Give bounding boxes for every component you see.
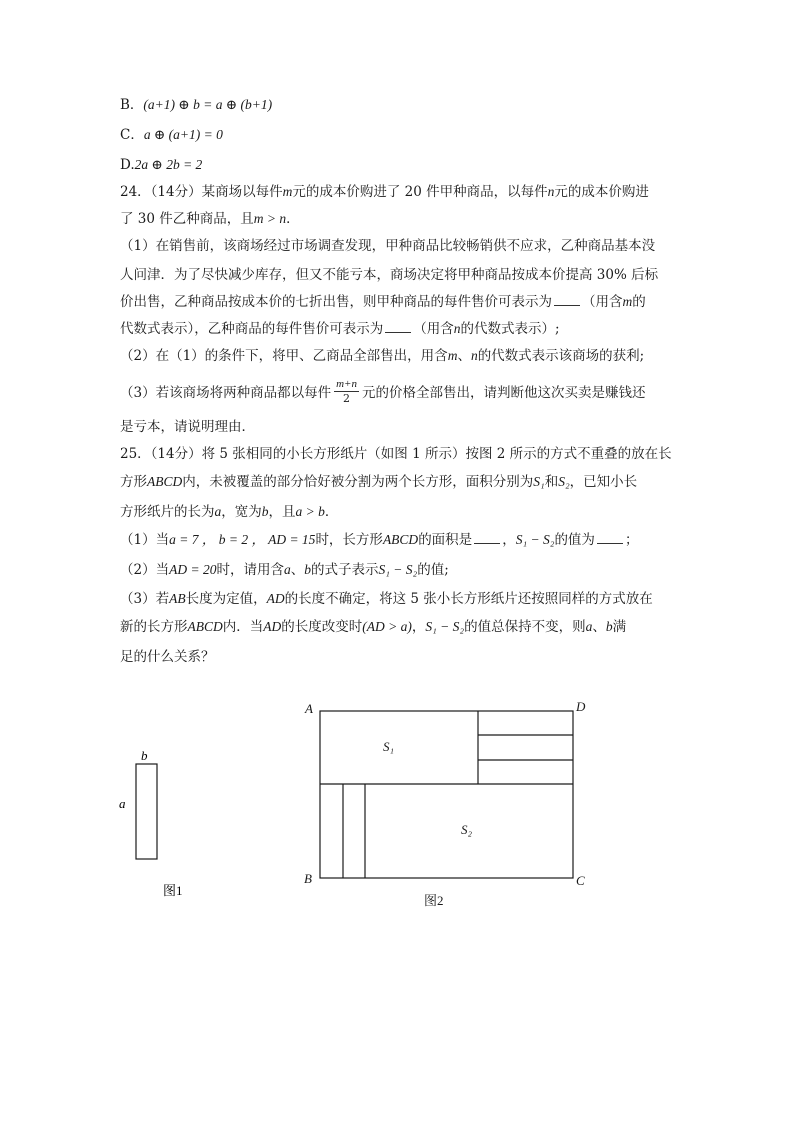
text: ； <box>624 532 639 548</box>
text: 时，长方形 <box>315 532 383 548</box>
text: 代数式表示），乙种商品的每件售价可表示为 <box>120 321 384 337</box>
var-b: b <box>304 562 311 577</box>
option-c-label: C． <box>120 127 144 143</box>
area-s2: S₂ <box>461 822 473 837</box>
rect-abcd: ABCD <box>187 619 223 634</box>
ad-value: AD = 20 <box>169 562 217 577</box>
text: 24．（14分）某商场以每件 <box>120 184 283 200</box>
var-m: m <box>447 348 458 363</box>
option-b-math: (a+1) ⊕ b = a ⊕ (b+1) <box>143 97 273 112</box>
var-a: a <box>214 504 222 519</box>
var-a: a <box>585 619 593 634</box>
text: 的值总保持不变，则 <box>464 619 586 635</box>
text: 25．（14分）将 5 张相同的小长方形纸片（如图 1 所示）按图 2 所示的方式不重叠的放在长 <box>120 446 672 462</box>
text: 了 30 件乙种商品，且 <box>120 211 254 227</box>
text: 方形 <box>120 474 147 490</box>
text: ． <box>324 504 339 520</box>
text: 元的价格全部售出，请判断他这次买卖是赚钱还 <box>361 385 646 401</box>
var-n: n <box>453 321 461 336</box>
text: 内．当 <box>222 619 264 635</box>
text: 长度为定值， <box>185 591 267 607</box>
text: 元的成本价购进 <box>554 184 649 200</box>
s1: S₁ <box>533 474 545 489</box>
text: 内，未被覆盖的部分恰好被分割为两个长方形，面积分别为 <box>182 474 534 490</box>
text: 价出售，乙种商品按成本价的七折出售，则甲种商品的每件售价可表示为 <box>120 294 552 310</box>
text: 的长度改变时 <box>281 619 363 635</box>
option-d-label: D. <box>120 157 135 173</box>
rect-abcd: ABCD <box>147 474 183 489</box>
text: ，已知小长 <box>569 474 638 490</box>
s1-minus-s2: S₁ − S₂ <box>378 562 418 577</box>
text: 满 <box>612 619 627 635</box>
text: 时，请用含 <box>216 562 284 578</box>
var-n: n <box>547 184 555 199</box>
figure-1 <box>119 748 183 898</box>
text: 足的什么关系？ <box>120 649 215 665</box>
figure1-label-a: a <box>119 796 126 811</box>
text: （1）当 <box>120 532 170 548</box>
var-m: m <box>622 294 633 309</box>
text: 新的长方形 <box>120 619 188 635</box>
var-m: m <box>282 184 293 199</box>
ad-condition: (AD > a) <box>362 619 412 634</box>
text: （1）在销售前，该商场经过市场调查发现，甲种商品比较畅销供不应求，乙种商品基本没 <box>120 238 656 254</box>
text: 人问津．为了尽快减少库存，但又不能亏本，商场决定将甲种商品按成本价提高 30% 后标 <box>120 267 659 283</box>
text: 的 <box>632 294 646 310</box>
fraction-numerator: m+n <box>336 378 357 390</box>
text: 方形纸片的长为 <box>120 504 215 520</box>
text: （2）在（1）的条件下，将甲、乙商品全部售出，用含 <box>120 348 448 364</box>
figure-2-labels <box>304 699 586 908</box>
text: ， <box>411 619 426 635</box>
segment-ab: AB <box>169 591 186 606</box>
segment-ad: AD <box>266 591 285 606</box>
text: ，且 <box>268 504 296 520</box>
rectangle-abcd <box>320 711 573 878</box>
condition: a > b <box>295 504 325 519</box>
text: （用含 <box>413 321 454 337</box>
condition: m > n <box>253 211 287 226</box>
given-values: a = 7 ， b = 2 ， AD = 15 <box>169 532 316 547</box>
text: 的式子表示 <box>310 562 379 578</box>
var-n: n <box>470 348 478 363</box>
option-c-math: a ⊕ (a+1) = 0 <box>143 127 223 142</box>
text: 元的成本价购进了 20 件甲种商品，以每件 <box>292 184 548 200</box>
text: 的值; <box>417 562 449 578</box>
var-b: b <box>605 619 613 634</box>
text: 的代数式表示该商场的获利; <box>477 348 645 364</box>
s1-minus-s2: S₁ − S₂ <box>425 619 465 634</box>
text: 、 <box>457 348 471 364</box>
text: 是亏本，请说明理由． <box>120 419 255 435</box>
vertex-d: D <box>576 699 586 714</box>
vertex-a: A <box>305 701 313 716</box>
s2: S₂ <box>558 474 570 489</box>
text: 和 <box>544 474 559 490</box>
text: ． <box>286 211 300 227</box>
text: 的长度不确定，将这 5 张小长方形纸片还按照同样的方式放在 <box>284 591 653 607</box>
var-a: a <box>283 562 291 577</box>
var-b: b <box>261 504 269 519</box>
option-b-label: B． <box>120 97 144 113</box>
option-d-math: 2a ⊕ 2b = 2 <box>134 157 203 172</box>
figure1-caption: 图1 <box>163 883 183 898</box>
text: ，宽为 <box>221 504 262 520</box>
segment-ad: AD <box>263 619 282 634</box>
area-s1: S₁ <box>383 739 395 754</box>
figure2-caption: 图2 <box>424 893 444 908</box>
s1-minus-s2: S₁ − S₂ <box>515 532 555 547</box>
vertex-b: B <box>304 871 312 886</box>
fraction-denominator: 2 <box>343 392 351 405</box>
text: （2）当 <box>120 562 170 578</box>
text: 的值为 <box>554 532 595 548</box>
text: 、 <box>592 619 606 635</box>
text: （3）若 <box>120 591 170 607</box>
text: ， <box>502 532 516 548</box>
text: （3）若该商场将两种商品都以每件 <box>120 385 332 401</box>
text: （用含 <box>582 294 623 310</box>
text: 、 <box>290 562 305 578</box>
text: 的代数式表示）; <box>460 321 560 337</box>
figure-2 <box>320 711 573 878</box>
small-rectangle <box>136 764 157 859</box>
text: 的面积是 <box>418 532 473 548</box>
figure1-label-b: b <box>141 748 148 763</box>
rect-abcd: ABCD <box>382 532 419 547</box>
vertex-c: C <box>576 873 585 888</box>
